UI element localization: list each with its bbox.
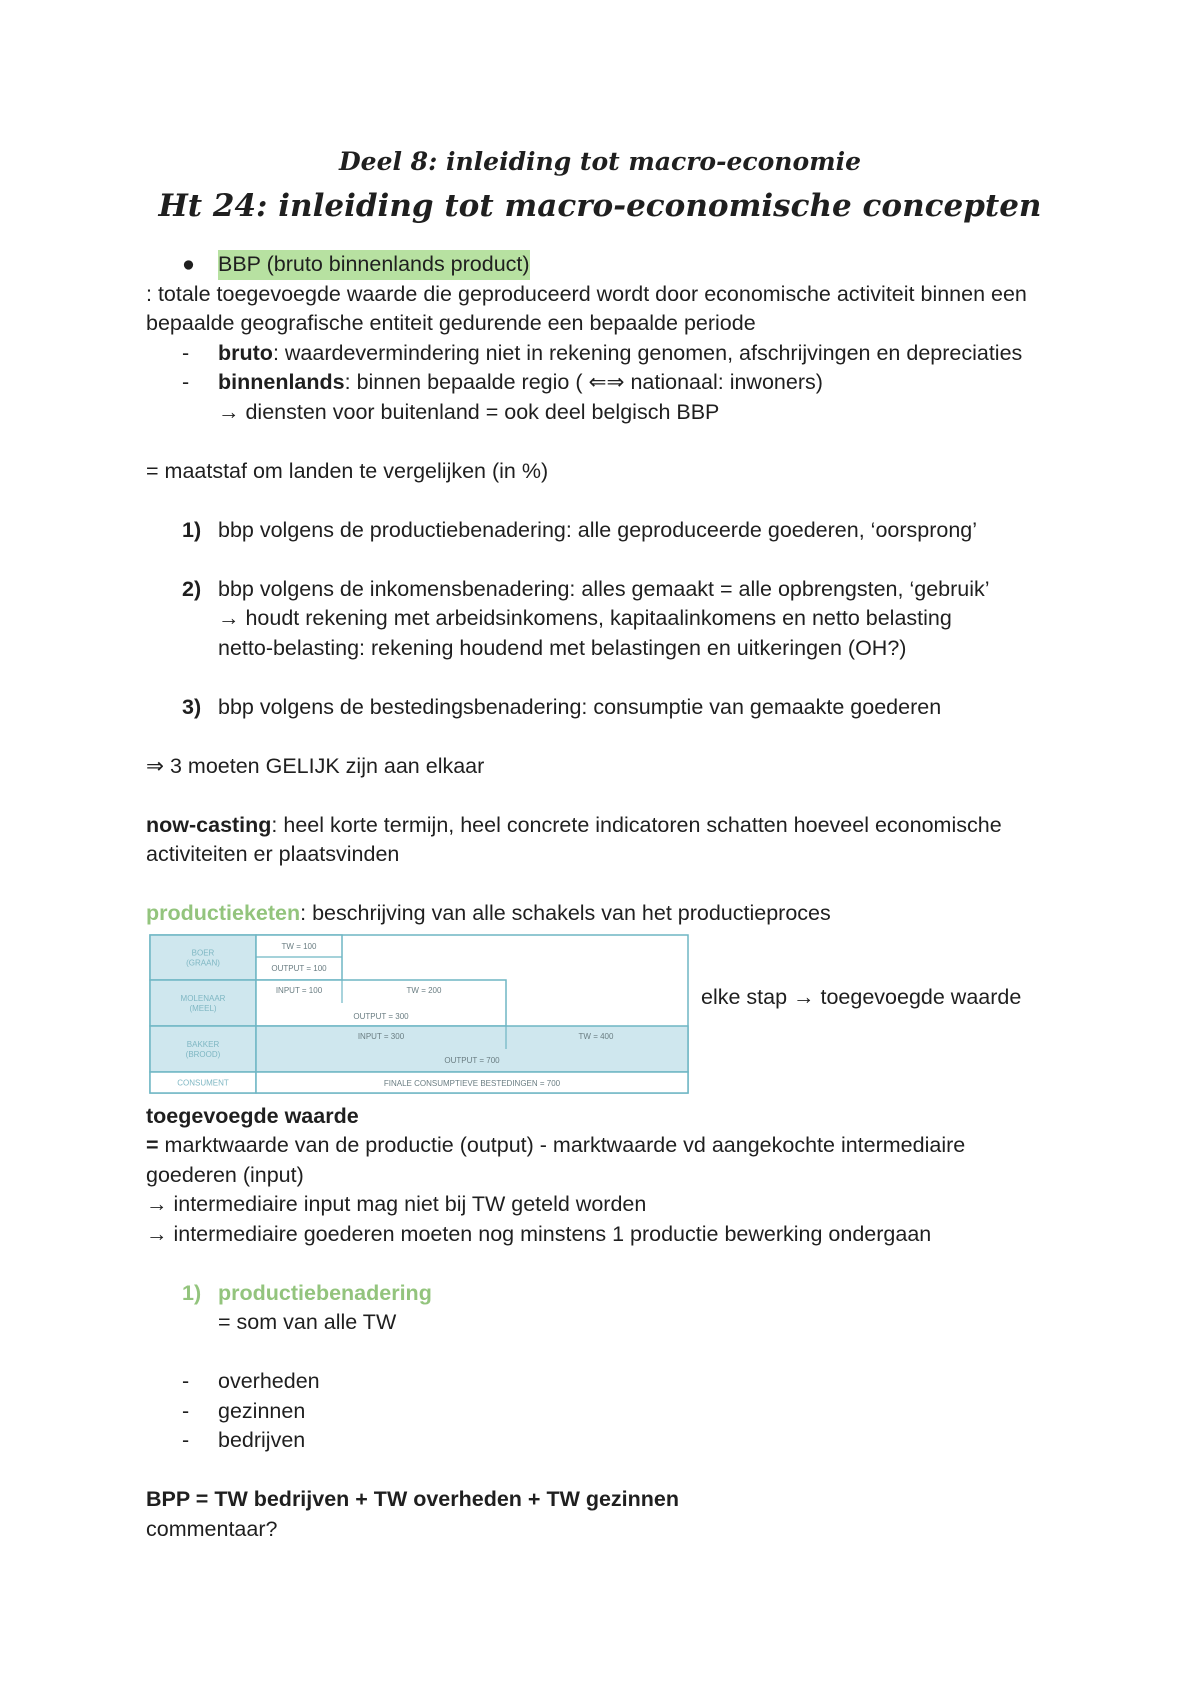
formula-line: [146, 1485, 1066, 1515]
molenaar-input: INPUT = 100: [275, 985, 323, 995]
boer-tw: TW = 100: [281, 941, 317, 951]
approach-item: [146, 516, 1066, 546]
tw-definition-line-1: [146, 1131, 1066, 1161]
gelijk-line: ⇒ 3 moeten GELIJK zijn aan elkaar: [146, 753, 485, 778]
approach-number: 2): [182, 576, 202, 601]
approach-number: 1): [182, 1280, 202, 1305]
finale-bestedingen: FINALE CONSUMPTIEVE BESTEDINGEN = 700: [383, 1078, 561, 1088]
row-bakker-label-cell: [150, 1026, 256, 1072]
approach-number: 1): [182, 517, 202, 542]
maatstaf-line: = maatstaf om landen te vergelijken (in %): [146, 458, 549, 483]
tw-eq: =: [146, 1133, 159, 1157]
approach-line: bbp volgens de productiebenadering: alle geproduceerde goederen, ‘oorsprong’: [218, 517, 978, 542]
bbp-definition-line-1: : totale toegevoegde waarde die geproduceerd wordt door economische activiteit binnen een: [146, 281, 1027, 306]
productiebenadering-sub: = som van alle TW: [218, 1310, 397, 1334]
formula: BPP = TW bedrijven + TW overheden + TW gezinnen: [146, 1487, 680, 1511]
row-label: (MEEL): [189, 1003, 217, 1013]
approach-line: bbp volgens de inkomensbenadering: alles gemaakt = alle opbrengsten, ‘gebruik’: [218, 576, 990, 601]
nowcasting-line-2: activiteiten er plaatsvinden: [146, 842, 400, 866]
nowcasting-text: : heel korte termijn, heel concrete indicatoren schatten hoeveel economische: [271, 812, 1002, 837]
row-molenaar-label-cell: [150, 980, 256, 1026]
tw-heading: [146, 1102, 1066, 1132]
tw-note-1: → intermediaire input mag niet bij TW geteld worden: [146, 1192, 647, 1216]
binnenlands-term: binnenlands: [218, 370, 345, 394]
bakker-tw: TW = 400: [578, 1031, 614, 1041]
bakker-output: OUTPUT = 700: [444, 1055, 500, 1065]
productiebenadering-heading: productiebenadering: [218, 1280, 432, 1305]
row-label: MOLENAAR: [180, 993, 226, 1003]
productieketen-line: [146, 899, 1066, 929]
productieketen-term: productieketen: [146, 901, 301, 925]
nowcasting-term: now-casting: [146, 812, 272, 837]
diagram-caption: elke stap → toegevoegde waarde: [701, 984, 1022, 1009]
part-title: Deel 8: inleiding tot macro-economie: [338, 147, 861, 176]
production-chain-diagram: [146, 933, 691, 1098]
bruto-term: bruto: [218, 340, 273, 365]
bbp-heading: BBP (bruto binnenlands product): [218, 250, 530, 280]
chapter-title: Ht 24: inleiding tot macro-economische concepten: [158, 188, 1042, 224]
tw-definition-text: marktwaarde van de productie (output) - marktwaarde vd aangekochte intermediaire: [158, 1133, 966, 1157]
row-label: BOER: [191, 948, 215, 957]
row-label: CONSUMENT: [177, 1078, 229, 1087]
dash-icon: -: [182, 340, 190, 365]
sector-label: gezinnen: [218, 1398, 306, 1423]
production-chain-block: [146, 933, 1066, 1098]
bruto-item: [146, 339, 1066, 369]
sector-label: bedrijven: [218, 1428, 306, 1452]
bbp-heading-row: [146, 250, 1066, 280]
approach-item: [146, 693, 1066, 723]
row-label: (BROOD): [185, 1049, 221, 1059]
dash-icon: -: [182, 1428, 190, 1452]
approach-line: bbp volgens de bestedingsbenadering: consumptie van gemaakte goederen: [218, 694, 942, 719]
document-page: [146, 140, 1066, 1544]
binnenlands-sub: → diensten voor buitenland = ook deel belgisch BBP: [218, 399, 720, 424]
row-boer-label-cell: [150, 935, 256, 980]
bruto-text: : waardevermindering niet in rekening genomen, afschrijvingen en depreciaties: [272, 340, 1023, 365]
bbp-definition-line-2: bepaalde geografische entiteit gedurende een bepaalde periode: [146, 311, 756, 335]
tw-definition-line-2: goederen (input): [146, 1162, 304, 1187]
boer-output: OUTPUT = 100: [271, 963, 327, 973]
dash-icon: -: [182, 1369, 190, 1393]
dash-icon: -: [182, 370, 190, 394]
bullet-icon: ●: [182, 252, 195, 276]
binnenlands-item: [146, 368, 1066, 398]
bakker-input: INPUT = 300: [357, 1031, 405, 1041]
comment-line: commentaar?: [146, 1516, 278, 1541]
binnenlands-text: : binnen bepaalde regio ( ⇐⇒ nationaal: inwoners): [344, 370, 823, 394]
sector-item: [146, 1397, 1066, 1427]
row-label: BAKKER: [186, 1039, 220, 1049]
sector-item: [146, 1426, 1066, 1456]
sector-label: overheden: [218, 1369, 320, 1393]
approach-number: 3): [182, 694, 202, 719]
dash-icon: -: [182, 1398, 190, 1423]
bakker-band: [256, 1026, 688, 1072]
productiebenadering-item: [146, 1279, 1066, 1309]
molenaar-tw: TW = 200: [406, 985, 442, 995]
productieketen-text: : beschrijving van alle schakels van het productieproces: [300, 901, 831, 925]
approach-line: netto-belasting: rekening houdend met belastingen en uitkeringen (OH?): [218, 635, 907, 660]
approach-line: → houdt rekening met arbeidsinkomens, kapitaalinkomens en netto belasting: [218, 606, 952, 630]
tw-note-2: → intermediaire goederen moeten nog minstens 1 productie bewerking ondergaan: [146, 1221, 932, 1246]
molenaar-output: OUTPUT = 300: [353, 1011, 409, 1021]
nowcasting-line-1: [146, 811, 1066, 841]
row-label: (GRAAN): [186, 958, 220, 967]
approach-item: [146, 575, 1066, 605]
sector-item: [146, 1367, 1066, 1397]
tw-heading-text: toegevoegde waarde: [146, 1103, 359, 1128]
